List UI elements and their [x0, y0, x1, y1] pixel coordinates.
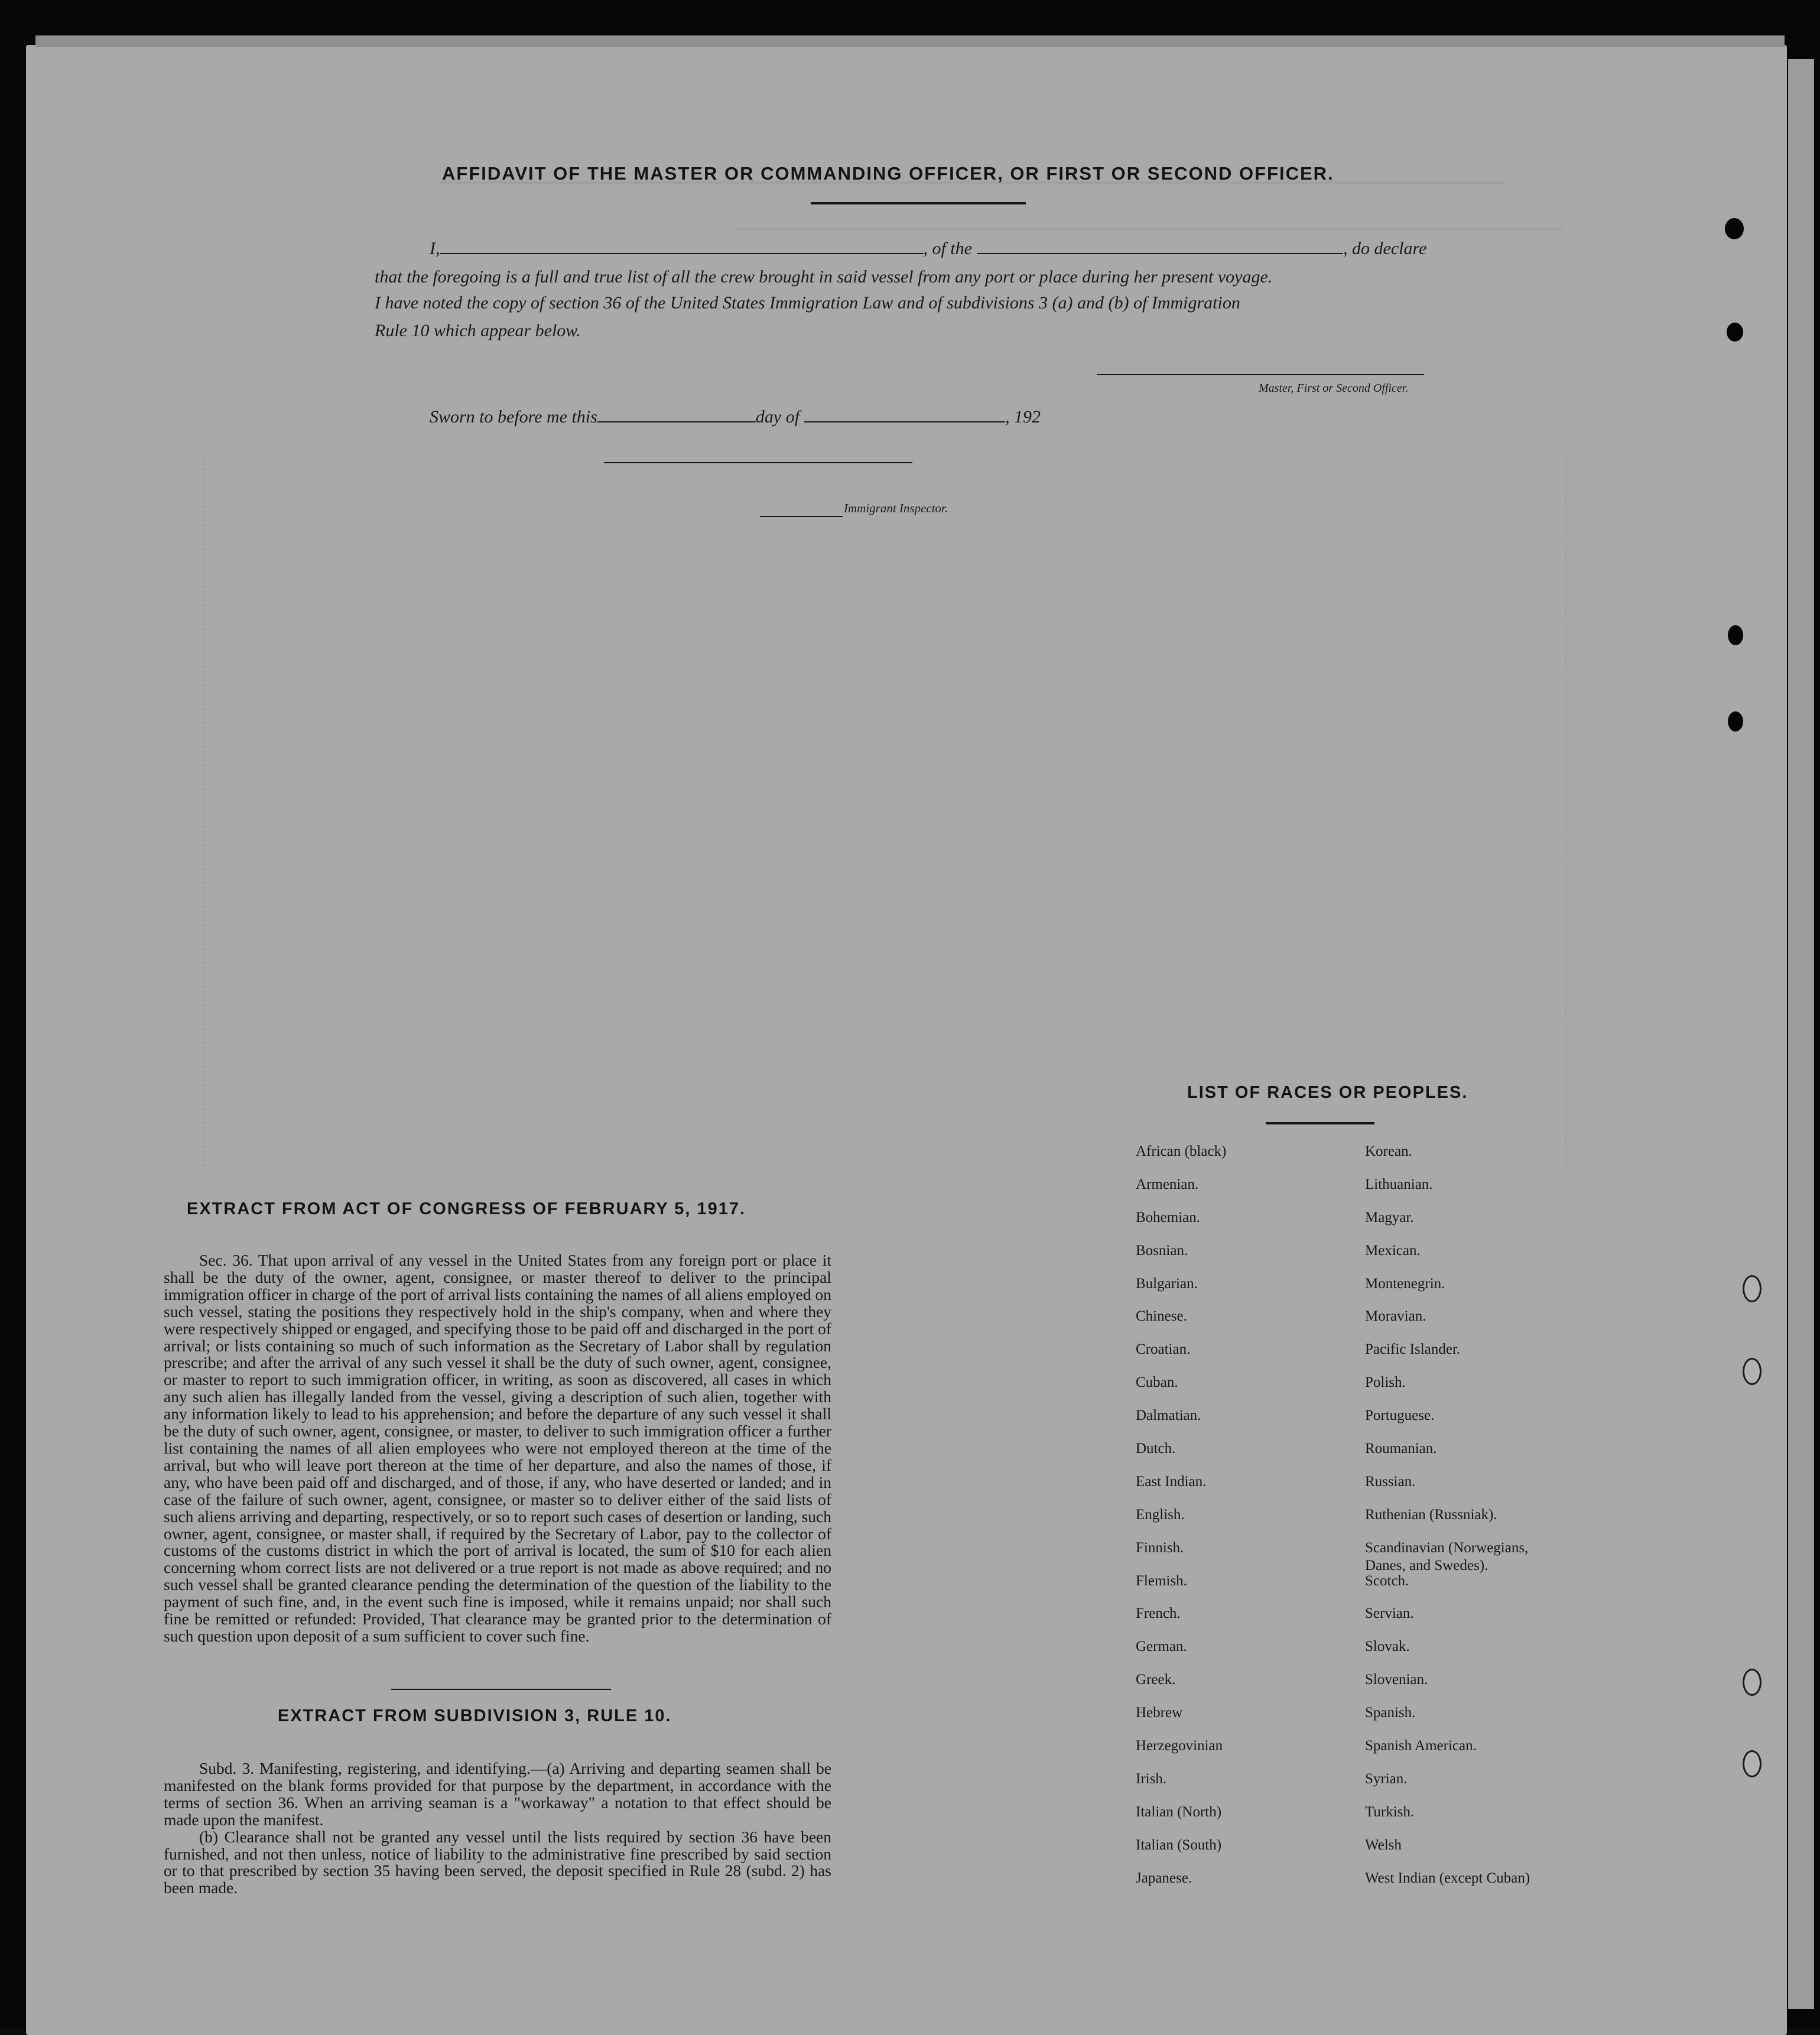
sworn-prefix: Sworn to before me this: [430, 407, 597, 427]
race-item: West Indian (except Cuban): [1365, 1870, 1530, 1886]
race-item: Flemish.: [1136, 1572, 1187, 1589]
binding-hole: [1743, 1358, 1762, 1385]
race-item: Lithuanian.: [1365, 1176, 1433, 1192]
binding-hole: [1728, 711, 1743, 732]
declarant-prefix: I,: [430, 239, 440, 258]
race-item: Bulgarian.: [1136, 1275, 1198, 1292]
do-declare-label: , do declare: [1343, 239, 1427, 258]
underlying-page-edge: [1788, 59, 1814, 2009]
race-item: Roumanian.: [1365, 1441, 1437, 1457]
affidavit-title: AFFIDAVIT OF THE MASTER OR COMMANDING OFFICER, OR FIRST OR SECOND OFFICER.: [442, 163, 1334, 184]
race-item: Scotch.: [1365, 1572, 1409, 1589]
sworn-year-label: , 192: [1005, 407, 1041, 427]
race-item: Moravian.: [1365, 1308, 1426, 1325]
day-of-label: day of: [755, 407, 800, 427]
races-left-column: [1136, 1143, 1348, 1902]
race-item: Italian (North): [1136, 1803, 1222, 1820]
bleed-through-text: [203, 459, 1567, 1168]
races-right-column: [1365, 1143, 1731, 1902]
binding-hole: [1728, 625, 1743, 645]
race-item: Portuguese.: [1365, 1407, 1435, 1424]
bleed-through-text: [735, 216, 1562, 231]
of-the-label: , of the: [923, 239, 972, 258]
declarant-name-field[interactable]: [440, 253, 924, 254]
affidavit-line-4: Rule 10 which appear below.: [375, 321, 581, 340]
race-item: Irish.: [1136, 1770, 1167, 1787]
race-item: Syrian.: [1365, 1770, 1408, 1787]
race-item: Spanish American.: [1365, 1738, 1477, 1754]
races-list-title: LIST OF RACES OR PEOPLES.: [1187, 1083, 1468, 1102]
inspector-signature-line[interactable]: [604, 462, 912, 463]
race-item: Japanese.: [1136, 1870, 1192, 1886]
race-item: French.: [1136, 1605, 1181, 1622]
binding-hole: [1743, 1669, 1762, 1696]
race-item: Cuban.: [1136, 1374, 1178, 1391]
sheet-top-edge: [35, 35, 1785, 47]
subd-3-paragraph-b: (b) Clearance shall not be granted any vessel until the lists required by section 36 have been furnished, and not then unless, notice of liability to the administrative fine prescribed by said section or to that prescribed by section 35 having been served, the deposit specified in Rule 28 (subd. 2) has been made.: [164, 1827, 831, 1897]
race-item: Pacific Islander.: [1365, 1341, 1461, 1358]
race-item: Magyar.: [1365, 1209, 1414, 1225]
inspector-short-line: [760, 516, 843, 517]
section-divider: [391, 1689, 611, 1690]
race-item: Russian.: [1365, 1473, 1416, 1490]
race-item: Scandinavian (Norwegians, Danes, and Swedes).: [1365, 1539, 1529, 1574]
race-item: Dalmatian.: [1136, 1407, 1201, 1424]
race-item: African (black): [1136, 1143, 1227, 1159]
race-item: Finnish.: [1136, 1539, 1184, 1556]
rule-extract-title: EXTRACT FROM SUBDIVISION 3, RULE 10.: [278, 1706, 672, 1725]
act-extract-title: EXTRACT FROM ACT OF CONGRESS OF FEBRUARY 5, 1917.: [187, 1199, 746, 1218]
race-item: Turkish.: [1365, 1803, 1415, 1820]
race-item: Herzegovinian: [1136, 1738, 1223, 1754]
affidavit-line-1: [430, 239, 1426, 259]
affidavit-line-3: I have noted the copy of section 36 of the United States Immigration Law and of subdivisions 3 (a) and (b) of Immigration: [375, 293, 1240, 313]
race-item: Slovenian.: [1365, 1672, 1428, 1688]
race-item: Welsh: [1365, 1836, 1402, 1853]
race-item: Dutch.: [1136, 1441, 1176, 1457]
master-signature-line[interactable]: [1097, 374, 1424, 375]
race-item: East Indian.: [1136, 1473, 1207, 1490]
race-item: Slovak.: [1365, 1639, 1410, 1655]
race-item: Chinese.: [1136, 1308, 1187, 1325]
race-item: Bosnian.: [1136, 1242, 1188, 1259]
master-signature-label: Master, First or Second Officer.: [1259, 382, 1409, 395]
vessel-name-field[interactable]: [977, 253, 1343, 254]
race-item: German.: [1136, 1639, 1187, 1655]
inspector-label: Immigrant Inspector.: [844, 501, 948, 515]
race-item: Montenegrin.: [1365, 1275, 1445, 1292]
affidavit-line-2: that the foregoing is a full and true list of all the crew brought in said vessel from any port or place during her present voyage.: [375, 267, 1273, 287]
race-item: Greek.: [1136, 1672, 1176, 1688]
binding-hole: [1727, 323, 1743, 342]
binding-hole: [1743, 1275, 1762, 1302]
race-item: Mexican.: [1365, 1242, 1421, 1259]
race-item: Polish.: [1365, 1374, 1406, 1391]
race-item: Italian (South): [1136, 1836, 1222, 1853]
race-item: Croatian.: [1136, 1341, 1191, 1358]
section-36-paragraph: Sec. 36. That upon arrival of any vessel in the United States from any foreign port or place it shall be the duty of the owner, agent, consignee, or master thereof to deliver to the principal immigration officer in charge of the port of arrival lists containing the names of all aliens employed on such vessel, stating the positions they respectively hold in the ship's company, when and where they were respectively shipped or engaged, and specifying those to be paid off and discharged in the port of arrival; or lists containing so much of such information as the Secretary of Labor shall by regulation prescribe; and after the arrival of any such vessel it shall be the duty of such owner, agent, consignee, or master to report to such immigration officer, in writing, as soon as discovered, all cases in which any such alien has illegally landed from the vessel, giving a description of such alien, together with any information likely to lead to his apprehension; and before the departure of any such vessel it shall be the duty of such owner, agent, consignee, or master, to deliver to such immigration officer a further list containing the names of all alien employees who were not employed thereon at the time of the arrival, but who will leave port thereon at the time of her departure, and also the names of those, if any, who have been paid off and discharged, and of those, if any, who have deserted or landed; and in case of the failure of such owner, agent, consignee, or master so to deliver either of the said lists of such aliens arriving and departing, respectively, or so to report such cases of desertion or landing, such owner, agent, consignee, or master shall, if required by the Secretary of Labor, pay to the collector of customs of the customs district in which the port of arrival is located, the sum of $10 for each alien concerning whom correct lists are not delivered or a true report is not made as above required; and no such vessel shall be granted clearance pending the determination of the question of the liability to the payment of such fine, and, in the event such fine is imposed, while it remains unpaid; nor shall such fine be remitted or refunded: Provided, That clearance may be granted prior to the determination of such question upon deposit of a sum sufficient to cover such fine.: [164, 1251, 831, 1645]
race-item: Korean.: [1365, 1143, 1412, 1159]
race-item: Spanish.: [1365, 1705, 1416, 1721]
race-item: Bohemian.: [1136, 1209, 1201, 1225]
race-item: Servian.: [1365, 1605, 1414, 1622]
race-item: Ruthenian (Russniak).: [1365, 1506, 1497, 1523]
races-title-underline: [1266, 1122, 1374, 1124]
section-36-text: [164, 1252, 831, 1645]
binding-hole: [1743, 1750, 1762, 1777]
race-item: Hebrew: [1136, 1705, 1183, 1721]
sworn-month-field[interactable]: [804, 421, 1005, 422]
race-item: Armenian.: [1136, 1176, 1199, 1192]
subd-3-paragraph-a: Subd. 3. Manifesting, registering, and identifying.—(a) Arriving and departing seamen shall be manifested on the blank forms provided for that purpose by the department, in accordance with the terms of section 36. When an arriving seaman is a "workaway" a notation to that effect should be made upon the manifest.: [164, 1759, 831, 1829]
rule-10-text: [164, 1760, 831, 1897]
title-underline: [811, 202, 1026, 204]
sworn-line: [430, 407, 1041, 427]
sworn-day-field[interactable]: [597, 421, 756, 422]
binding-hole: [1725, 218, 1744, 239]
race-item: English.: [1136, 1506, 1185, 1523]
